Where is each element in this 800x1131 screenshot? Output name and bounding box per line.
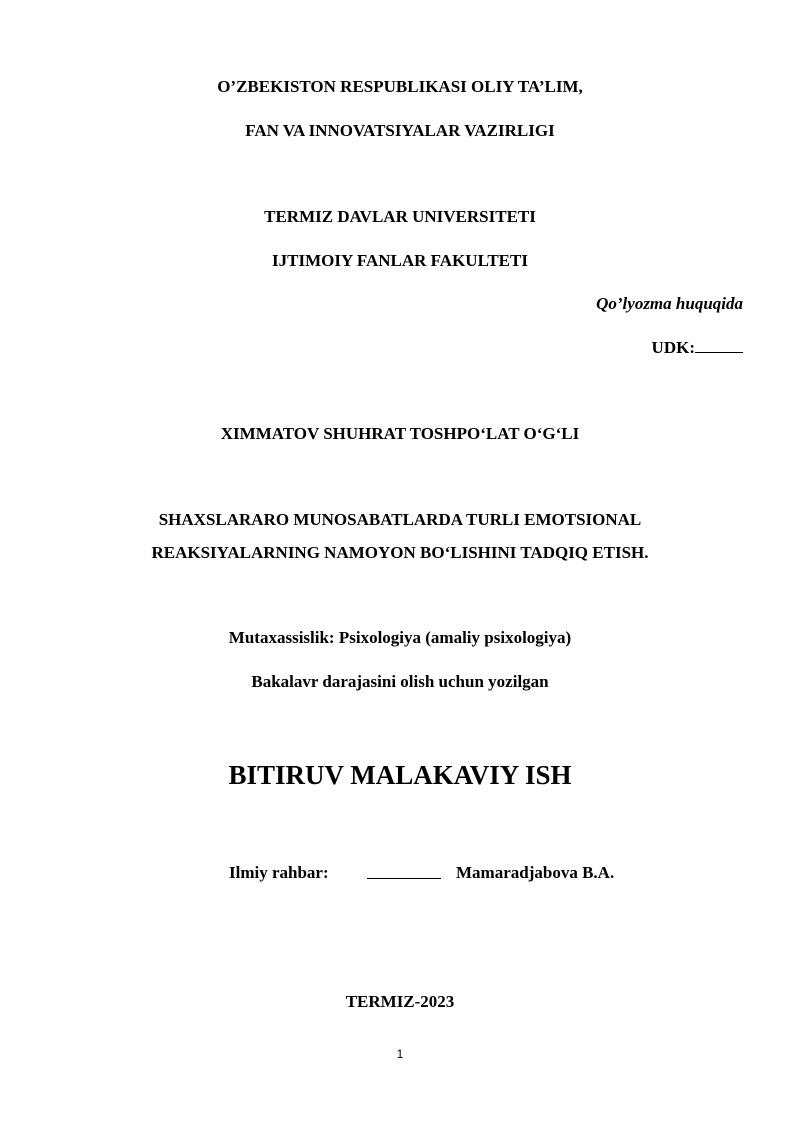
faculty-name: IJTIMOIY FANLAR FAKULTETI (272, 251, 528, 270)
rights-note: Qo’lyozma huquqida (596, 294, 743, 313)
thesis-title-line-1: SHAXSLARARO MUNOSABATLARDA TURLI EMOTSIONAL (158, 510, 642, 529)
udk-blank-line (695, 338, 743, 353)
university-name: TERMIZ DAVLAR UNIVERSITETI (264, 207, 536, 226)
supervisor-signature-line (367, 878, 441, 879)
ministry-line-2: FAN VA INNOVATSIYALAR VAZIRLIGI (245, 121, 555, 140)
supervisor-label: Ilmiy rahbar: (229, 863, 329, 882)
author-name: XIMMATOV SHUHRAT TOSHPO‘LAT O‘G‘LI (220, 424, 580, 443)
udk-label: UDK: (651, 338, 695, 357)
specialty-line: Mutaxassislik: Psixologiya (amaliy psixologiya) (228, 628, 572, 647)
udk-field (652, 338, 743, 358)
thesis-title-line-2: REAKSIYALARNING NAMOYON BO‘LISHINI TADQIQ ETISH. (151, 543, 649, 562)
supervisor-name: Mamaradjabova B.A. (456, 863, 615, 882)
ministry-line-1: O’ZBEKISTON RESPUBLIKASI OLIY TA’LIM, (217, 77, 583, 96)
page-number: 1 (396, 1047, 404, 1061)
place-year: TERMIZ-2023 (345, 992, 455, 1011)
degree-note: Bakalavr darajasini olish uchun yozilgan (251, 672, 549, 691)
work-type-title: BITIRUV MALAKAVIY ISH (228, 760, 572, 790)
